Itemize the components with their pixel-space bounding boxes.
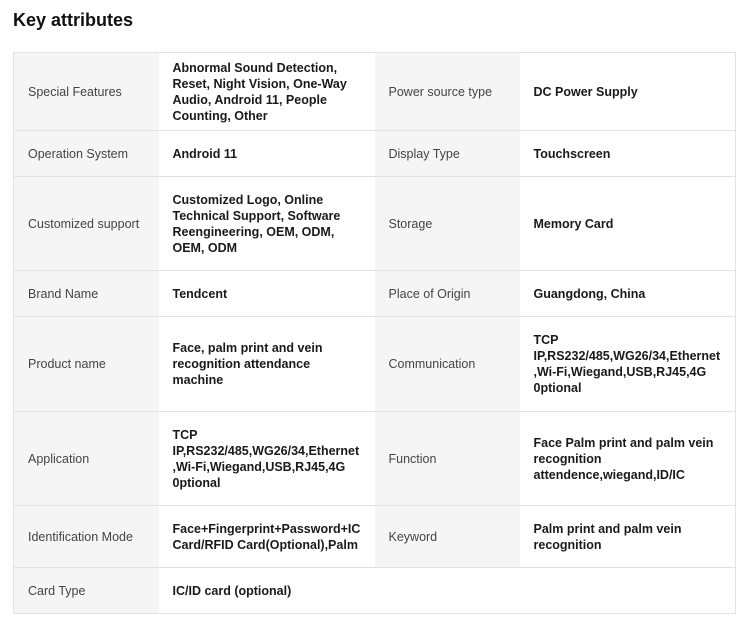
table-row — [14, 317, 736, 412]
attribute-key: Power source type — [375, 53, 520, 131]
attribute-value: Memory Card — [520, 177, 736, 271]
attribute-value: Android 11 — [159, 131, 375, 177]
attribute-key: Operation System — [14, 131, 159, 177]
attribute-key: Special Features — [14, 53, 159, 131]
attribute-value: Abnormal Sound Detection, Reset, Night Vision, One-Way Audio, Android 11, People Counting, Other — [159, 53, 375, 131]
attribute-value: Palm print and palm vein recognition — [520, 506, 736, 568]
table-row — [14, 177, 736, 271]
attribute-key: Card Type — [14, 568, 159, 614]
attribute-value: Face+Fingerprint+Password+IC Card/RFID Card(Optional),Palm — [159, 506, 375, 568]
attribute-value: Face, palm print and vein recognition attendance machine — [159, 317, 375, 412]
attribute-key: Communication — [375, 317, 520, 412]
attribute-value: TCP IP,RS232/485,WG26/34,Ethernet,Wi-Fi,Wiegand,USB,RJ45,4G 0ptional — [520, 317, 736, 412]
key-attributes-table — [13, 52, 736, 614]
attribute-key: Product name — [14, 317, 159, 412]
attribute-key: Customized support — [14, 177, 159, 271]
attribute-key: Brand Name — [14, 271, 159, 317]
attribute-key: Identification Mode — [14, 506, 159, 568]
table-row — [14, 53, 736, 131]
attribute-key: Place of Origin — [375, 271, 520, 317]
attribute-key: Keyword — [375, 506, 520, 568]
attribute-value: Guangdong, China — [520, 271, 736, 317]
section-title: Key attributes — [13, 10, 134, 30]
attribute-key: Storage — [375, 177, 520, 271]
attribute-value: DC Power Supply — [520, 53, 736, 131]
attribute-value: Face Palm print and palm vein recognition attendence,wiegand,ID/IC — [520, 412, 736, 506]
attribute-value: IC/ID card (optional) — [159, 568, 736, 614]
table-row — [14, 131, 736, 177]
attribute-key: Application — [14, 412, 159, 506]
table-row — [14, 271, 736, 317]
attribute-value: Tendcent — [159, 271, 375, 317]
attribute-value: TCP IP,RS232/485,WG26/34,Ethernet,Wi-Fi,Wiegand,USB,RJ45,4G 0ptional — [159, 412, 375, 506]
table-row — [14, 412, 736, 506]
table-row — [14, 506, 736, 568]
attribute-value: Touchscreen — [520, 131, 736, 177]
table-row — [14, 568, 736, 614]
attribute-key: Display Type — [375, 131, 520, 177]
attribute-value: Customized Logo, Online Technical Support, Software Reengineering, OEM, ODM, OEM, ODM — [159, 177, 375, 271]
attribute-key: Function — [375, 412, 520, 506]
